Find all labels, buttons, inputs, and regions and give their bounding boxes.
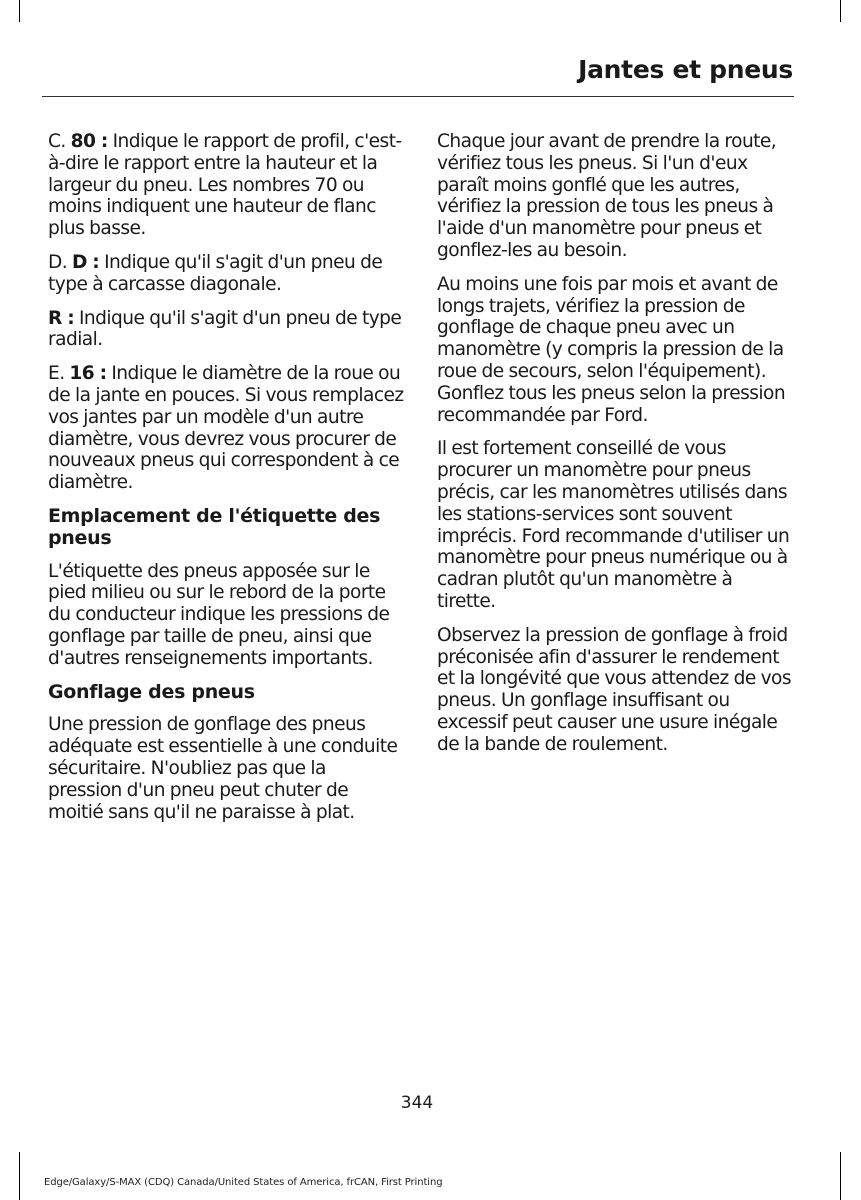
page-title: Jantes et pneus (578, 55, 793, 84)
item-r-code: R : (48, 307, 75, 329)
crop-mark-bottom-left (19, 1152, 20, 1200)
item-d-code: D : (72, 251, 100, 273)
item-e-prefix: E. (48, 363, 70, 385)
header-divider (42, 96, 794, 97)
item-d-text: Indique qu'il s'agit d'un pneu de type à carcasse diagonale. (48, 251, 383, 295)
item-e-code: 16 : (69, 363, 107, 385)
item-r-paragraph (48, 308, 404, 352)
item-c-code: 80 : (70, 131, 108, 152)
inflation-text: Une pression de gonflage des pneus adéquate est essentielle à une conduite sécuritaire. N'oubliez pas que la pression d'un pneu peut chuter de moitié sans qu'il ne paraisse à plat. (48, 714, 398, 823)
item-d-prefix: D. (48, 251, 72, 273)
crop-mark-top-right (840, 0, 841, 22)
heading-inflation: Gonflage des pneus (48, 680, 255, 703)
gauge-advice-paragraph: Il est fortement conseillé de vous procurer un manomètre pour pneus précis, car les manomètres utilisés dans les stations-services sont souvent imprécis. Ford recommande d'utiliser un manomètre pour pneus numérique ou à cadran plutôt qu'un manomètre à tirette. (437, 438, 790, 612)
crop-mark-bottom-right (840, 1152, 841, 1200)
label-location-text: L'étiquette des pneus apposée sur le pied milieu ou sur le rebord de la porte du conducteur indique les pressions de gonflage par taille de pneu, ainsi que d'autres renseignements importants. (48, 560, 390, 669)
item-c-text: Indique le rapport de profil, c'est-à-dire le rapport entre la hauteur et la largeur du pneu. Les nombres 70 ou moins indiquent une hauteur de flanc plus basse. (48, 131, 402, 240)
daily-check-paragraph: Chaque jour avant de prendre la route, vérifiez tous les pneus. Si l'un d'eux paraît moins gonflé que les autres, vérifiez la pression de tous les pneus à l'aide d'un manomètre pour pneus et gonflez-les au besoin. (437, 131, 777, 261)
footer-edition: Edge/Galaxy/S-MAX (CDQ) Canada/United States of America, frCAN, First Printing (44, 1177, 443, 1188)
cold-pressure-paragraph: Observez la pression de gonflage à froid préconisée afin d'assurer le rendement et la longévité que vous attendez de vos pneus. Un gonflage insuffisant ou excessif peut causer une usure inégale de la bande de roulement. (437, 624, 792, 755)
item-c-prefix: C. (48, 131, 71, 152)
item-e-paragraph (48, 363, 404, 494)
item-r-text: Indique qu'il s'agit d'un pneu de type radial. (48, 307, 402, 351)
left-column (48, 131, 404, 835)
item-e-text: Indique le diamètre de la roue ou de la jante en pouces. Si vous remplacez vos jantes par un modèle d'un autre diamètre, vous devrez vous procurer de nouveaux pneus qui correspondent à ce diamètre. (48, 363, 404, 494)
monthly-check-paragraph: Au moins une fois par mois et avant de longs trajets, vérifiez la pression de gonflage de chaque pneu avec un manomètre (y compris la pression de la roue de secours, selon l'équipement). Gonflez tous les pneus selon la pression recommandée par Ford. (437, 273, 786, 426)
page-number: 344 (400, 1093, 434, 1113)
heading-label-location: Emplacement de l'étiquette des pneus (48, 504, 381, 549)
item-d-paragraph (48, 252, 404, 296)
item-c-paragraph (48, 131, 404, 240)
right-column (437, 131, 793, 768)
crop-mark-top-left (19, 0, 20, 22)
